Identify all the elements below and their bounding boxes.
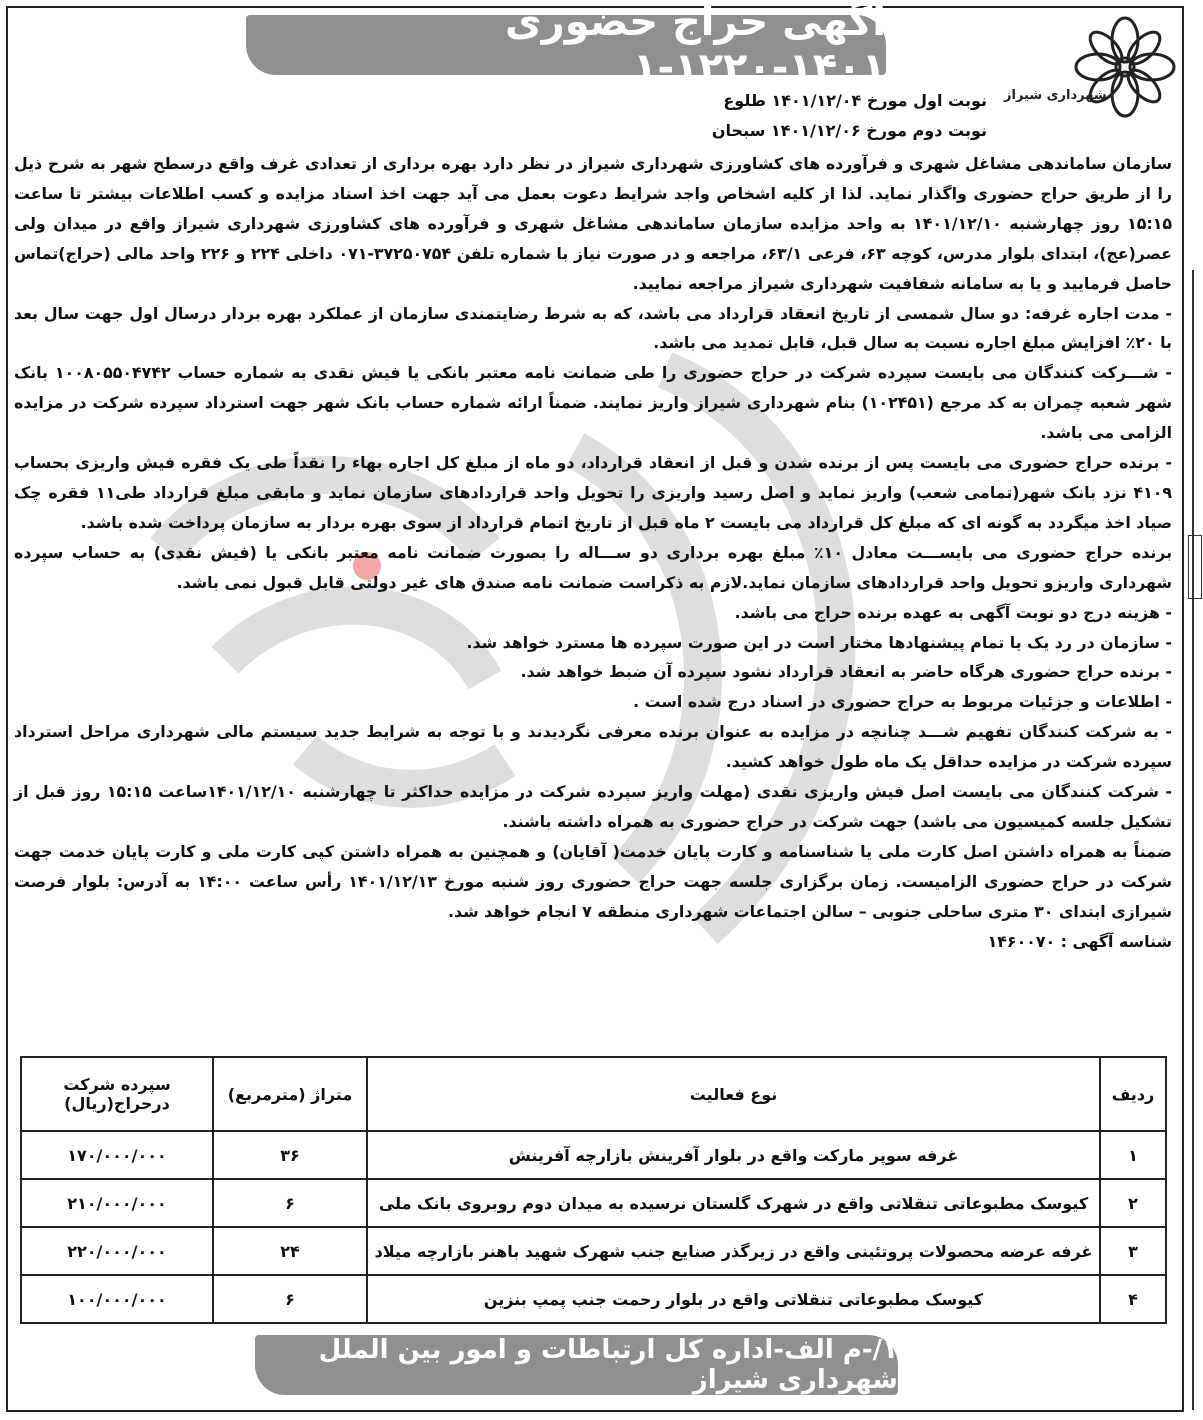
row-number: ۲: [1100, 1179, 1166, 1227]
table-header-row: [21, 1057, 1166, 1131]
header-area: متراژ (مترمربع): [213, 1057, 367, 1131]
header-title-bar: [246, 0, 886, 91]
paragraph-ad-cost: - هزینه درج دو نوبت آگهی به عهده برنده حراج می باشد.: [734, 602, 1172, 622]
header-deposit-line2: درحراج(ریال): [64, 1094, 170, 1113]
table-row: [21, 1179, 1166, 1227]
deposit-value: ۱۰۰/۰۰۰/۰۰۰: [21, 1275, 213, 1323]
ad-identifier: شناسه آگهی : ۱۴۶۰۰۷۰: [987, 931, 1172, 951]
activity-type: کیوسک مطبوعاتی تنقلاتی واقع در بلوار رحمت جنب پمپ بنزین: [367, 1275, 1100, 1323]
table-row: [21, 1227, 1166, 1275]
paragraph-rejection: - سازمان در رد یک یا تمام پیشنهادها مختار است در این صورت سپرده ها مسترد خواهد شد.: [466, 632, 1172, 652]
flower-emblem-icon: [1070, 12, 1180, 122]
paragraph-lease-term: - مدت اجاره غرفه: دو سال شمسی از تاریخ انعقاد قرارداد می باشد، که به شرط رضایتمندی سازمان از عملکرد بهره بردار درسال اول جهت سال بعد با ۲۰٪ افزایش مبلغ اجاره نسبت به سال قبل، قابل تمدید می باشد.: [14, 303, 1172, 353]
paragraph-intro: سازمان ساماندهی مشاغل شهری و فرآورده های کشاورزی شهرداری شیراز در نظر دارد بهره برداری از تعدادی غرف واقع درسطح شهر به شرح ذیل را از طریق حراج حضوری واگذار نماید. لذا از کلیه اشخاص واجد شرایط دعوت بعمل می آید جهت اخذ اسناد مزایده و کسب اطلاعات بیشتر تا ساعت ۱۵:۱۵ روز چهارشنبه ۱۴۰۱/۱۲/۱۰ به واحد مزایده سازمان ساماندهی مشاغل شهری و فرآورده های کشاورزی شهرداری شیراز واقع در میدان ولی عصر(عج)، ابتدای بلوار مدرس، کوچه ۶۳، فرعی ۶۳/۱، مراجعه و در صورت نیاز با شماره تلفن ۳۷۲۵۰۷۵۴-۰۷۱ داخلی ۲۲۴ و ۲۲۶ واحد مالی (حراج)تماس حاصل فرمایید و یا به سامانه شفافیت شهرداری شیراز مراجعه نمایید.: [14, 154, 1172, 293]
deposit-value: ۲۲۰/۰۰۰/۰۰۰: [21, 1227, 213, 1275]
table-row: [21, 1131, 1166, 1179]
header-row-number: ردیف: [1100, 1057, 1166, 1131]
notice-body: [14, 149, 1172, 956]
area-value: ۲۴: [213, 1227, 367, 1275]
header-deposit: [21, 1057, 213, 1131]
activity-type: کیوسک مطبوعاتی تنقلاتی واقع در شهرک گلستان نرسیده به میدان دوم روبروی بانک ملی: [367, 1179, 1100, 1227]
page-title: آگهی حراج حضوری ۱۴۰۱-۱۲۲۰-۱: [505, 0, 886, 91]
page-edge-line: [1192, 270, 1194, 1410]
first-publication-date: نوبت اول مورخ ۱۴۰۱/۱۲/۰۴ طلوع: [723, 91, 987, 110]
footer-bar: [255, 1335, 898, 1395]
paragraph-payment: - برنده حراج حضوری می بایست پس از برنده شدن و قبل از انعقاد قرارداد، دو ماه از مبلغ کل اجاره بهاء را نقداً طی یک فقره فیش واریزی بحساب ۴۱۰۹ نزد بانک شهر(تمامی شعب) واریز نماید و اصل رسید واریزی را تحویل واحد قراردادهای سازمان نماید و مابقی مبلغ قرارداد طی۱۱ فقره چک صیاد اخذ میگردد به گونه ای که مبلغ کل قرارداد می بایست ۲ ماه قبل از تاریخ اتمام قرارداد از سوی بهره بردار به سازمان پرداخت شده باشد.: [14, 453, 1172, 532]
row-number: ۴: [1100, 1275, 1166, 1323]
paragraph-details: - اطلاعات و جزئیات مربوط به حراج حضوری در اسناد درج شده است .: [633, 692, 1172, 712]
page-edge-box: [1188, 535, 1202, 599]
row-number: ۳: [1100, 1227, 1166, 1275]
header-activity-type: نوع فعالیت: [367, 1057, 1100, 1131]
paragraph-receipt: - شرکت کنندگان می بایست اصل فیش واریزی نقدی (مهلت واریز سپرده شرکت در مزایده حداکثر تا چهارشنبه ۱۴۰۱/۱۲/۱۰ساعت ۱۵:۱۵ روز قبل از تشکیل جلسه کمیسیون می باشد) جهت شرکت در حراج حضوری به همراه داشته باشند.: [14, 782, 1172, 831]
paragraph-forfeit: - برنده حراج حضوری هرگاه حاضر به انعقاد قرارداد نشود سپرده آن ضبط خواهد شد.: [520, 662, 1172, 682]
paragraph-deposit: - شـــرکت کنندگان می بایست سپرده شرکت در حراج حضوری را طی ضمانت نامه معتبر بانکی یا فیش نقدی به شماره حساب ۱۰۰۸۰۵۵۰۴۷۴۲ بانک شهر شعبه چمران به کد مرجع (۱۰۲۴۵۱) بنام شهرداری شیراز واریز نمایند. ضمناً ارائه شماره حساب بانک شهر جهت استرداد سپرده شرکت در مزایده الزامی می باشد.: [14, 363, 1172, 443]
header-deposit-line1: سپرده شرکت: [63, 1075, 171, 1094]
area-value: ۳۶: [213, 1131, 367, 1179]
footer-text: ۱/-م الف-اداره کل ارتباطات و امور بین الملل شهرداری شیراز: [318, 1335, 898, 1395]
activity-type: غرفه عرضه محصولات پروتئینی واقع در زیرگذر صنایع جنب شهرک شهید باهنر بازارچه میلاد: [367, 1227, 1100, 1275]
logo-text: شهرداری شیراز: [1004, 88, 1107, 103]
paragraph-documents: ضمناً به همراه داشتن اصل کارت ملی یا شناسنامه و کارت پایان خدمت( آقایان) و همچنین به همراه داشتن کپی کارت ملی و کارت پایان خدمت جهت شرکت در حراج حضوری الزامیست. زمان برگزاری جلسه جهت حراج حضوری روز شنبه مورخ ۱۴۰۱/۱۲/۱۳ رأس ساعت ۱۴:۰۰ به آدرس: بلوار فرصت شیرازی ابتدای ۳۰ متری ساحلی جنوبی – سالن اجتماعات شهرداری منطقه ۷ انجام خواهد شد.: [14, 841, 1172, 921]
activities-table: [20, 1056, 1167, 1324]
paragraph-guarantee: برنده حراج حضوری می بایســـت معادل ۱۰٪ مبلغ بهره برداری دو ســـاله را بصورت ضمانت نامه معتبر بانکی یا (فیش نقدی) به حساب سپرده شهرداری واریزو تحویل واحد قراردادهای سازمان نماید.لازم به ذکراست ضمانت نامه صندق های غیر دولتی قابل قبول نمی باشد.: [14, 542, 1173, 592]
table-row: [21, 1275, 1166, 1323]
publication-dates: [712, 86, 987, 146]
activity-type: غرفه سوپر مارکت واقع در بلوار آفرینش بازارچه آفرینش: [367, 1131, 1100, 1179]
deposit-value: ۲۱۰/۰۰۰/۰۰۰: [21, 1179, 213, 1227]
area-value: ۶: [213, 1179, 367, 1227]
row-number: ۱: [1100, 1131, 1166, 1179]
deposit-value: ۱۷۰/۰۰۰/۰۰۰: [21, 1131, 213, 1179]
paragraph-refund: - به شرکت کنندگان تفهیم شـــد چنانچه در مزایده به عنوان برنده معرفی نگردیدند و با توجه به شرایط جدید سیستم مالی شهرداری مراحل استرداد سپرده شرکت در مزایده حداقل یک ماه طول خواهد کشید.: [14, 722, 1172, 772]
area-value: ۶: [213, 1275, 367, 1323]
second-publication-date: نوبت دوم مورخ ۱۴۰۱/۱۲/۰۶ سبحان: [711, 121, 987, 140]
